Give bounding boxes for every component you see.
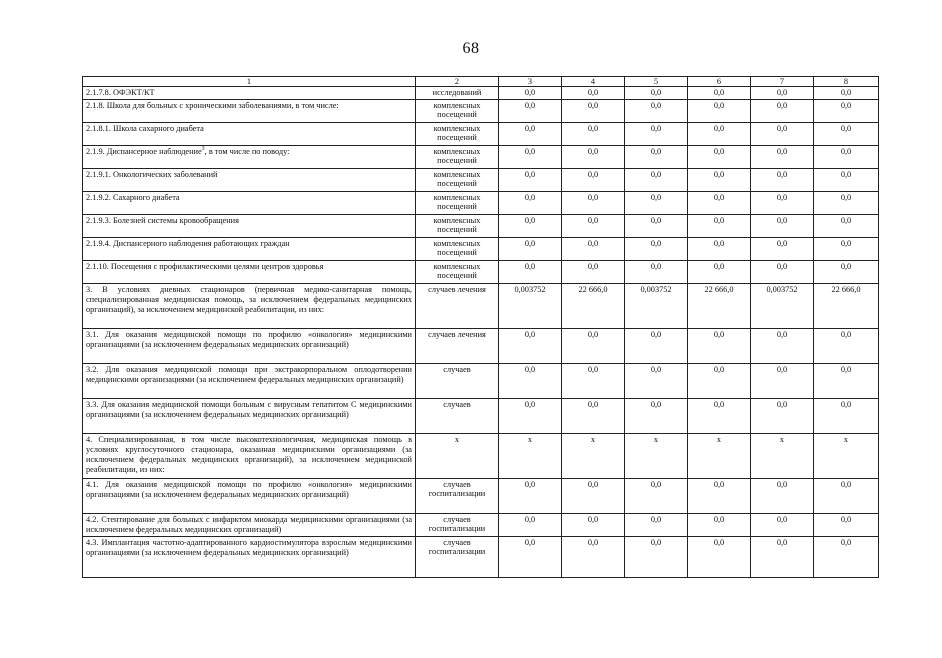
value-cell: 0,0	[499, 260, 562, 283]
table-row	[83, 122, 879, 145]
table-row	[83, 145, 879, 168]
value-cell: 0,0	[625, 99, 688, 122]
value-cell: 0,0	[625, 168, 688, 191]
table-row	[83, 283, 879, 328]
value-cell: 0,0	[625, 513, 688, 536]
row-unit: случаев госпитализации	[416, 478, 499, 513]
value-cell: 0,0	[688, 168, 751, 191]
row-name: 4.2. Стентирование для больных с инфарктом миокарда медицинскими организациями (за исключением федеральных медицинских организаций)	[86, 514, 412, 534]
value-cell: 0,0	[751, 145, 814, 168]
value-cell: 0,0	[751, 87, 814, 100]
value-cell: 0,003752	[499, 283, 562, 328]
row-name-suffix: , в том числе по поводу:	[204, 146, 290, 156]
value-cell: 0,0	[688, 260, 751, 283]
value-cell: 0,0	[625, 145, 688, 168]
value-cell: x	[562, 433, 625, 478]
row-name: 2.1.9. Диспансерное наблюдение	[86, 146, 202, 156]
value-cell: 0,0	[625, 87, 688, 100]
table-row	[83, 168, 879, 191]
row-name: 3.1. Для оказания медицинской помощи по профилю «онкология» медицинскими организациями (за исключением федеральных медицинских организаций)	[86, 329, 412, 349]
page-number: 68	[462, 40, 480, 57]
row-unit: комплексных посещений	[416, 237, 499, 260]
column-header: 1	[83, 77, 416, 87]
row-name: 3. В условиях дневных стационаров (первичная медико-санитарная помощь, специализированная медицинская помощь, за исключением федеральных медицинских организаций), за исключением медицинской реабилитации, из них:	[86, 284, 412, 314]
table-row	[83, 214, 879, 237]
column-header: 7	[751, 77, 814, 87]
value-cell: 0,0	[751, 328, 814, 363]
row-name-cell	[83, 478, 416, 513]
value-cell: 0,0	[814, 328, 879, 363]
row-name: 4.3. Имплантация частотно-адаптированного кардиостимулятора взрослым медицинскими организациями (за исключением федеральных медицинских организаций)	[86, 537, 412, 557]
row-unit: исследований	[416, 87, 499, 100]
value-cell: 0,0	[814, 87, 879, 100]
row-name: 2.1.9.4. Диспансерного наблюдения работающих граждан	[86, 238, 290, 248]
value-cell: 0,0	[814, 398, 879, 433]
row-unit: случаев	[416, 363, 499, 398]
value-cell: 0,0	[688, 363, 751, 398]
row-name-cell	[83, 191, 416, 214]
value-cell: 0,0	[562, 237, 625, 260]
value-cell: 0,0	[751, 536, 814, 577]
row-name: 4.1. Для оказания медицинской помощи по профилю «онкология» медицинскими организациями (за исключением федеральных медицинских организаций)	[86, 479, 412, 499]
value-cell: 0,0	[499, 478, 562, 513]
row-name-cell	[83, 99, 416, 122]
row-name: 3.2. Для оказания медицинской помощи при экстракорпоральном оплодотворении медицинскими организациями (за исключением федеральных медицинских организаций)	[86, 364, 412, 384]
value-cell: 0,0	[499, 191, 562, 214]
value-cell: 0,0	[625, 363, 688, 398]
row-name-cell	[83, 214, 416, 237]
value-cell: x	[751, 433, 814, 478]
row-unit: комплексных посещений	[416, 99, 499, 122]
row-unit: комплексных посещений	[416, 191, 499, 214]
value-cell: 0,0	[625, 122, 688, 145]
table-row	[83, 363, 879, 398]
value-cell: 0,0	[688, 513, 751, 536]
row-name-cell	[83, 145, 416, 168]
row-name-cell	[83, 260, 416, 283]
row-unit: комплексных посещений	[416, 145, 499, 168]
row-unit: комплексных посещений	[416, 168, 499, 191]
value-cell: 0,0	[814, 214, 879, 237]
data-table	[82, 76, 879, 578]
value-cell: 0,0	[562, 478, 625, 513]
value-cell: 0,0	[688, 478, 751, 513]
value-cell: 0,0	[688, 122, 751, 145]
value-cell: 0,0	[499, 237, 562, 260]
column-header: 4	[562, 77, 625, 87]
table-row	[83, 398, 879, 433]
value-cell: 0,0	[625, 478, 688, 513]
value-cell: 0,0	[688, 99, 751, 122]
column-header: 8	[814, 77, 879, 87]
value-cell: 0,0	[499, 536, 562, 577]
table-row	[83, 191, 879, 214]
value-cell: 0,0	[562, 191, 625, 214]
value-cell: 0,003752	[625, 283, 688, 328]
value-cell: 0,0	[688, 214, 751, 237]
value-cell: 0,0	[814, 191, 879, 214]
value-cell: 0,0	[499, 214, 562, 237]
table-row	[83, 478, 879, 513]
value-cell: 0,0	[751, 478, 814, 513]
value-cell: 0,0	[562, 363, 625, 398]
row-unit: случаев лечения	[416, 328, 499, 363]
value-cell: 0,0	[562, 398, 625, 433]
value-cell: 0,0	[751, 513, 814, 536]
value-cell: 0,0	[625, 260, 688, 283]
value-cell: 0,0	[751, 191, 814, 214]
value-cell: 0,003752	[751, 283, 814, 328]
column-header: 5	[625, 77, 688, 87]
row-name-cell	[83, 283, 416, 328]
row-name: 2.1.10. Посещения с профилактическими целями центров здоровья	[86, 261, 324, 271]
value-cell: 22 666,0	[814, 283, 879, 328]
value-cell: 0,0	[814, 168, 879, 191]
value-cell: 0,0	[499, 328, 562, 363]
row-name-cell	[83, 363, 416, 398]
value-cell: 0,0	[499, 87, 562, 100]
value-cell: 0,0	[499, 168, 562, 191]
row-unit: комплексных посещений	[416, 260, 499, 283]
value-cell: 0,0	[751, 363, 814, 398]
row-name: 3.3. Для оказания медицинской помощи больным с вирусным гепатитом С медицинскими организациями (за исключением федеральных медицинских организаций)	[86, 399, 412, 419]
row-name-cell	[83, 87, 416, 100]
table-header-row	[83, 77, 879, 87]
value-cell: 0,0	[814, 363, 879, 398]
column-header: 6	[688, 77, 751, 87]
value-cell: 0,0	[562, 145, 625, 168]
value-cell: x	[625, 433, 688, 478]
row-name: 2.1.9.2. Сахарного диабета	[86, 192, 180, 202]
value-cell: 0,0	[499, 99, 562, 122]
value-cell: 0,0	[814, 122, 879, 145]
value-cell: 0,0	[562, 87, 625, 100]
value-cell: 0,0	[625, 237, 688, 260]
value-cell: 0,0	[499, 122, 562, 145]
value-cell: 0,0	[499, 398, 562, 433]
value-cell: 0,0	[751, 237, 814, 260]
value-cell: 0,0	[625, 214, 688, 237]
value-cell: 0,0	[562, 260, 625, 283]
row-name: 2.1.9.1. Онкологических заболеваний	[86, 169, 218, 179]
value-cell: 0,0	[499, 145, 562, 168]
value-cell: 22 666,0	[562, 283, 625, 328]
value-cell: 0,0	[625, 536, 688, 577]
value-cell: x	[814, 433, 879, 478]
row-unit: случаев	[416, 398, 499, 433]
table-row	[83, 237, 879, 260]
row-unit: случаев госпитализации	[416, 536, 499, 577]
table-row	[83, 536, 879, 577]
table-body	[83, 87, 879, 578]
value-cell: 0,0	[814, 145, 879, 168]
value-cell: 0,0	[751, 260, 814, 283]
value-cell: 0,0	[499, 363, 562, 398]
value-cell: 0,0	[562, 214, 625, 237]
value-cell: 0,0	[814, 99, 879, 122]
value-cell: 0,0	[751, 168, 814, 191]
row-name: 4. Специализированная, в том числе высокотехнологичная, медицинская помощь в условиях круглосуточного стационара, оказанная медицинскими организациями (за исключением федеральных медицинских организаций), за исключением медицинской реабилитации, из них:	[86, 434, 412, 474]
row-name: 2.1.8.1. Школа сахарного диабета	[86, 123, 204, 133]
row-name: 2.1.9.3. Болезней системы кровообращения	[86, 215, 239, 225]
value-cell: 0,0	[562, 168, 625, 191]
row-name-cell	[83, 398, 416, 433]
value-cell: 0,0	[625, 398, 688, 433]
value-cell: 0,0	[688, 398, 751, 433]
row-unit: случаев лечения	[416, 283, 499, 328]
value-cell: 0,0	[625, 328, 688, 363]
value-cell: 0,0	[499, 513, 562, 536]
value-cell: 0,0	[751, 398, 814, 433]
row-name-cell	[83, 536, 416, 577]
column-header: 2	[416, 77, 499, 87]
row-unit: x	[416, 433, 499, 478]
value-cell: 0,0	[625, 191, 688, 214]
row-name: 2.1.7.8. ОФЭКТ/КТ	[86, 88, 155, 97]
value-cell: 0,0	[562, 513, 625, 536]
row-name-cell	[83, 328, 416, 363]
value-cell: 0,0	[562, 122, 625, 145]
row-name-cell	[83, 237, 416, 260]
value-cell: 0,0	[814, 478, 879, 513]
footnote-marker: 3	[201, 146, 205, 153]
value-cell: 0,0	[814, 513, 879, 536]
value-cell: 0,0	[688, 536, 751, 577]
table-row	[83, 260, 879, 283]
column-header: 3	[499, 77, 562, 87]
value-cell: 0,0	[562, 99, 625, 122]
value-cell: 0,0	[688, 145, 751, 168]
value-cell: 0,0	[688, 328, 751, 363]
value-cell: 0,0	[814, 260, 879, 283]
value-cell: 0,0	[562, 328, 625, 363]
row-name-cell	[83, 122, 416, 145]
row-name-cell	[83, 433, 416, 478]
row-name: 2.1.8. Школа для больных с хроническими заболеваниями, в том числе:	[86, 100, 339, 110]
value-cell: 0,0	[751, 122, 814, 145]
value-cell: 0,0	[751, 214, 814, 237]
value-cell: 0,0	[688, 191, 751, 214]
value-cell: 22 666,0	[688, 283, 751, 328]
row-unit: комплексных посещений	[416, 122, 499, 145]
row-unit: случаев госпитализации	[416, 513, 499, 536]
table-row	[83, 513, 879, 536]
table-row	[83, 328, 879, 363]
value-cell: 0,0	[814, 536, 879, 577]
table-row	[83, 87, 879, 100]
value-cell: 0,0	[814, 237, 879, 260]
value-cell: x	[688, 433, 751, 478]
row-name-cell	[83, 168, 416, 191]
value-cell: 0,0	[688, 237, 751, 260]
table-row	[83, 433, 879, 478]
value-cell: 0,0	[688, 87, 751, 100]
row-unit: комплексных посещений	[416, 214, 499, 237]
value-cell: 0,0	[562, 536, 625, 577]
table-row	[83, 99, 879, 122]
value-cell: x	[499, 433, 562, 478]
row-name-cell	[83, 513, 416, 536]
value-cell: 0,0	[751, 99, 814, 122]
